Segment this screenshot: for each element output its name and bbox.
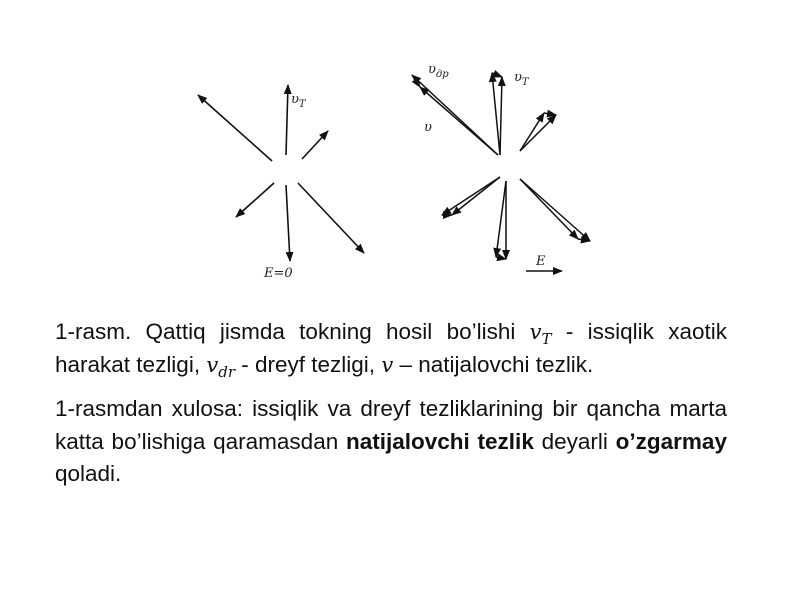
left-panel — [198, 85, 364, 261]
vector-triangle-upright — [520, 113, 556, 151]
vector-triangle-down — [496, 181, 506, 259]
vector-triangle-upleft — [412, 75, 498, 155]
label-v: υ — [424, 120, 432, 135]
vector-triangle-downleft — [442, 177, 500, 215]
text-block — [55, 316, 727, 503]
figure-caption: 1-rasm. Qattiq jismda tokning hosil bo’lishi $v_T$ - issiqlik xaotik harakat tezligi, $v_{dr}$ - dreyf tezligi, v – natijalovchi tezlik. — [55, 319, 727, 381]
thermal-arrow-downright — [298, 183, 364, 253]
label-field-zero: E=0 — [264, 266, 293, 281]
thermal-arrow-upleft — [198, 95, 272, 161]
symbol-v: v — [381, 352, 394, 377]
vector-triangle-up — [492, 73, 502, 155]
thermal-arrow-upright — [302, 131, 328, 159]
vector-triangle-downright — [520, 179, 590, 241]
label-vdr: $\upsilon_{др}$ — [428, 62, 449, 80]
symbol-vdr: $v_{dr}$ — [206, 352, 235, 381]
thermal-arrow-down — [286, 185, 290, 261]
label-vt-left: $\upsilon_T$ — [291, 92, 306, 110]
right-panel — [412, 73, 590, 271]
velocity-figure — [180, 55, 620, 295]
symbol-vt: $v_T$ — [529, 320, 552, 348]
conclusion-paragraph: 1-rasmdan xulosa: issiqlik va dreyf tezliklarining bir qancha marta katta bo’lishiga qaramasdan natijalovchi tezlik deyarli o’zgarmay qoladi. — [55, 396, 727, 486]
velocity-diagram — [180, 55, 620, 295]
thermal-arrow-up — [286, 85, 288, 155]
bold-unchanged: o’zgarmay — [615, 428, 727, 454]
thermal-arrow-downleft — [236, 183, 274, 217]
bold-resulting-velocity: natijalovchi tezlik — [346, 428, 534, 454]
label-field: E — [536, 254, 546, 269]
label-vt-right: $\upsilon_T$ — [514, 70, 529, 88]
